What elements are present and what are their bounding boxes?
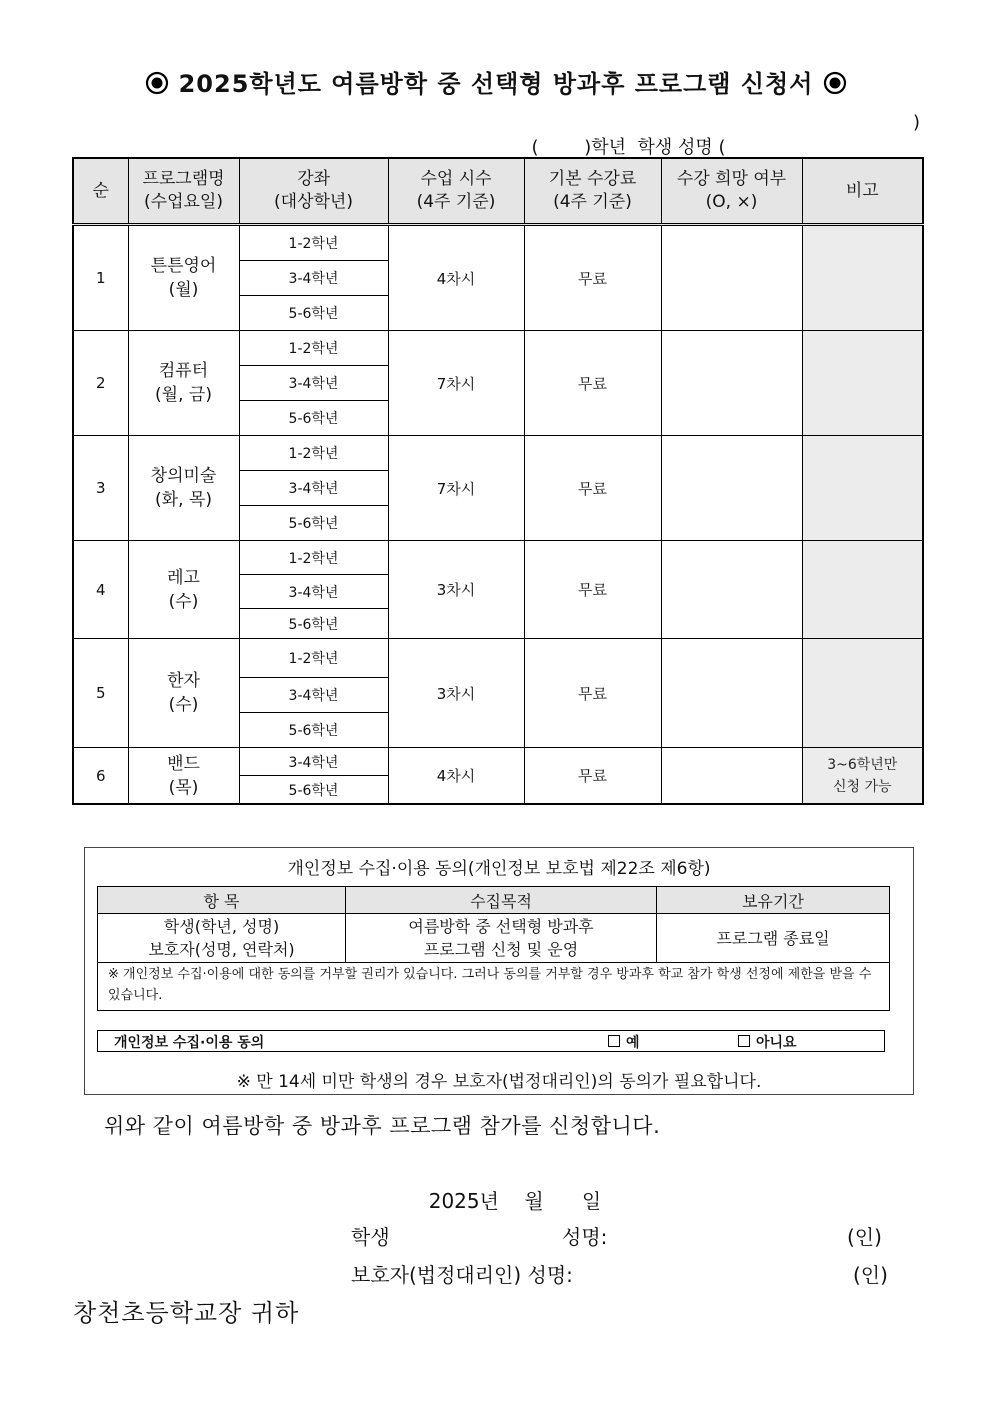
- program-number: 1: [73, 225, 128, 331]
- course-grade: 3-4학년: [239, 471, 388, 506]
- program-name: 창의미술 (화, 목): [128, 436, 239, 541]
- guardian-seal: (인): [853, 1263, 888, 1287]
- course-grade: 5-6학년: [239, 713, 388, 748]
- course-grade: 1-2학년: [239, 639, 388, 678]
- program-name: 한자 (수): [128, 639, 239, 748]
- wish-input-cell[interactable]: [661, 436, 802, 541]
- course-grade: 5-6학년: [239, 506, 388, 541]
- program-number: 6: [73, 748, 128, 805]
- privacy-consent-table: [97, 886, 890, 1011]
- table-row: [73, 225, 923, 261]
- program-name: 레고 (수): [128, 541, 239, 639]
- fee: 무료: [524, 436, 661, 541]
- student-name-label: 성명:: [562, 1225, 608, 1249]
- course-grade: 5-6학년: [239, 609, 388, 639]
- date-day: 일: [581, 1189, 602, 1213]
- table-row: [98, 963, 890, 1011]
- retention-period: 프로그램 종료일: [657, 914, 890, 963]
- student-seal: (인): [847, 1225, 882, 1249]
- header-purpose: 수집목적: [346, 887, 657, 914]
- course-grade: 3-4학년: [239, 366, 388, 401]
- fisheye-bullet-icon: [145, 71, 169, 95]
- program-number: 2: [73, 331, 128, 436]
- header-course: 강좌 (대상학년): [239, 158, 388, 225]
- fee: 무료: [524, 225, 661, 331]
- wish-input-cell[interactable]: [661, 639, 802, 748]
- course-grade: 1-2학년: [239, 225, 388, 261]
- date-month: 월: [524, 1189, 544, 1213]
- consent-agree-label: 개인정보 수집·이용 동의: [114, 1035, 265, 1051]
- date-year: 2025년: [428, 1189, 499, 1213]
- program-number: 4: [73, 541, 128, 639]
- fee: 무료: [524, 541, 661, 639]
- privacy-consent-box: [84, 847, 914, 1095]
- program-name: 컴퓨터 (월, 금): [128, 331, 239, 436]
- program-number: 3: [73, 436, 128, 541]
- consent-agree-row: [97, 1030, 885, 1052]
- course-grade: 3-4학년: [239, 575, 388, 609]
- header-fee: 기본 수강료 (4주 기준): [524, 158, 661, 225]
- course-grade: 5-6학년: [239, 776, 388, 805]
- program-number: 5: [73, 639, 128, 748]
- header-wish: 수강 희망 여부 (O, ×): [661, 158, 802, 225]
- header-item: 항 목: [98, 887, 346, 914]
- student-name-close-paren: ): [912, 112, 920, 133]
- course-grade: 5-6학년: [239, 296, 388, 331]
- remarks-cell: [802, 331, 923, 436]
- wish-input-cell[interactable]: [661, 225, 802, 331]
- header-retention: 보유기간: [657, 887, 890, 914]
- application-statement: 위와 같이 여름방학 중 방과후 프로그램 참가를 신청합니다.: [104, 1114, 661, 1138]
- class-hours: 7차시: [388, 331, 524, 436]
- fee: 무료: [524, 639, 661, 748]
- class-hours: 4차시: [388, 748, 524, 805]
- remarks-cell: [802, 639, 923, 748]
- application-date: [416, 1161, 601, 1214]
- course-grade: 1-2학년: [239, 331, 388, 366]
- table-row: [73, 331, 923, 366]
- program-table: [72, 157, 924, 805]
- header-number: 순: [73, 158, 128, 225]
- course-grade: 1-2학년: [239, 541, 388, 575]
- table-row: [98, 914, 890, 963]
- remarks-cell: 3~6학년만 신청 가능: [802, 748, 923, 805]
- wish-input-cell[interactable]: [661, 748, 802, 805]
- remarks-cell: [802, 436, 923, 541]
- course-grade: 3-4학년: [239, 678, 388, 713]
- class-hours: 7차시: [388, 436, 524, 541]
- wish-input-cell[interactable]: [661, 331, 802, 436]
- class-hours: 3차시: [388, 639, 524, 748]
- guardian-name-label: 보호자(법정대리인) 성명:: [351, 1263, 573, 1287]
- fee: 무료: [524, 331, 661, 436]
- form-title-text: 2025학년도 여름방학 중 선택형 방과후 프로그램 신청서: [178, 70, 814, 98]
- recipient: 창천초등학교장 귀하: [73, 1299, 300, 1327]
- table-row: [73, 436, 923, 471]
- table-row: [73, 748, 923, 776]
- course-grade: 1-2학년: [239, 436, 388, 471]
- privacy-consent-title: 개인정보 수집·이용 동의(개인정보 보호법 제22조 제6항): [287, 859, 711, 879]
- course-grade: 3-4학년: [239, 261, 388, 296]
- consent-yes-checkbox[interactable]: 예: [608, 1032, 640, 1052]
- header-remarks: 비고: [802, 158, 923, 225]
- student-signature-label: 학생: [351, 1225, 390, 1249]
- header-program-name: 프로그램명 (수업요일): [128, 158, 239, 225]
- header-class-hours: 수업 시수 (4주 기준): [388, 158, 524, 225]
- course-grade: 5-6학년: [239, 401, 388, 436]
- course-grade: 3-4학년: [239, 748, 388, 776]
- remarks-cell: [802, 225, 923, 331]
- checkbox-icon: [738, 1035, 750, 1047]
- program-table-header: [73, 158, 923, 225]
- privacy-consent-header: [98, 887, 890, 914]
- consent-refusal-notice: ※ 개인정보 수집·이용에 대한 동의를 거부할 권리가 있습니다. 그러나 동의를 거부할 경우 방과후 학교 참가 학생 선정에 제한을 받을 수 있습니다.: [98, 963, 890, 1011]
- class-hours: 3차시: [388, 541, 524, 639]
- form-title: [0, 64, 992, 99]
- remarks-cell: [802, 541, 923, 639]
- fisheye-bullet-icon: [823, 71, 847, 95]
- collected-items: 학생(학년, 성명) 보호자(성명, 연락처): [98, 914, 346, 963]
- collection-purpose: 여름방학 중 선택형 방과후 프로그램 신청 및 운영: [346, 914, 657, 963]
- program-name: 튼튼영어 (월): [128, 225, 239, 331]
- class-hours: 4차시: [388, 225, 524, 331]
- wish-input-cell[interactable]: [661, 541, 802, 639]
- table-row: [73, 639, 923, 678]
- checkbox-icon: [608, 1035, 620, 1047]
- fee: 무료: [524, 748, 661, 805]
- consent-no-checkbox[interactable]: 아니요: [738, 1032, 797, 1052]
- student-grade-name-label: ( )학년 학생 성명 (: [531, 137, 726, 158]
- guardian-consent-notice: ※ 만 14세 미만 학생의 경우 보호자(법정대리인)의 동의가 필요합니다.: [236, 1072, 762, 1092]
- table-row: [73, 541, 923, 575]
- program-name: 밴드 (목): [128, 748, 239, 805]
